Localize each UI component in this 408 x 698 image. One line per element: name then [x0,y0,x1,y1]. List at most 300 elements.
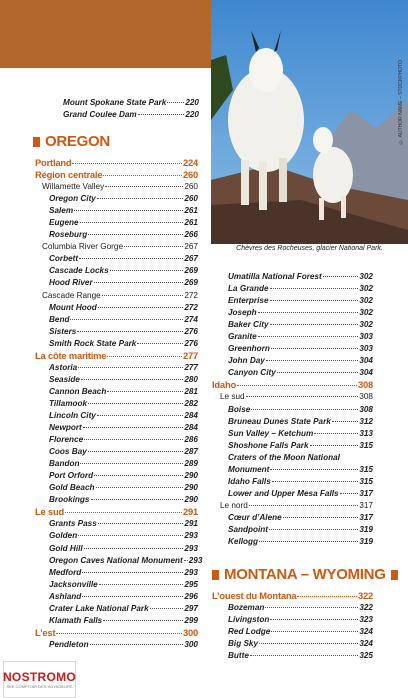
toc-entry-title: Bozeman [228,603,265,613]
toc-entry-title: Boise [228,404,251,414]
toc-list-oregon [35,157,203,651]
toc-entry-page: 325 [359,651,373,661]
toc-entry-title: Willamette Valley [42,182,105,192]
toc-entry-title: Idaho [212,379,236,391]
toc-dot-leader [80,463,183,464]
toc-entry[interactable] [35,181,198,193]
toc-entry[interactable] [35,543,198,555]
toc-dot-leader [77,331,183,332]
toc-entry-title: Sandpoint [228,524,269,534]
toc-entry[interactable] [35,603,198,615]
toc-dot-leader [246,396,359,397]
toc-entry[interactable] [35,326,198,338]
toc-dot-leader [270,324,359,325]
toc-entry-title: Gold Beach [49,483,95,493]
toc-entry-title: L’ouest du Montana [212,590,297,601]
photo-caption: Chèvres des Rocheuses, glacier National Park. [236,245,383,252]
toc-entry-page: 323 [359,615,373,625]
toc-entry[interactable] [212,476,373,488]
toc-entry-page: 284 [184,423,198,433]
toc-entry-title: Granite [228,332,257,342]
toc-entry-title: Port Orford [49,471,94,481]
toc-dot-leader [137,343,183,344]
toc-dot-leader [250,655,358,656]
toc-dot-leader [251,409,358,410]
toc-entry-page: 315 [359,464,373,474]
photo-credit: © AUTHOR NAME – STOCKPHOTO [398,60,404,145]
toc-dot-leader [99,584,184,585]
toc-entry[interactable] [35,217,198,229]
toc-entry-page: 319 [359,537,373,547]
toc-entry[interactable] [35,555,203,567]
toc-entry-page: 293 [184,567,198,577]
toc-entry-page: 308 [357,379,373,391]
toc-entry-page: 300 [184,639,198,649]
toc-entry-title: Shoshone Falls Park [228,440,309,450]
toc-list-montana [212,590,373,662]
toc-entry-page: 297 [184,603,198,613]
toc-entry-page: 317 [359,500,373,510]
toc-dot-leader [84,439,183,440]
toc-entry-page: 291 [184,519,198,529]
toc-entry-page: 302 [359,296,373,306]
toc-entry[interactable] [212,379,373,391]
toc-entry-page: 324 [359,627,373,637]
toc-entry-title: Coos Bay [49,447,87,457]
toc-entry[interactable] [35,350,198,362]
toc-entry[interactable] [35,591,198,603]
nostromo-logo [3,661,76,698]
toc-entry-page: 322 [359,603,373,613]
toc-entry[interactable] [35,530,198,542]
toc-entry-page: 299 [184,615,198,625]
toc-entry[interactable] [212,614,373,626]
toc-entry-page: 317 [359,488,373,498]
toc-entry[interactable] [35,193,198,205]
toc-entry-page: 261 [184,218,198,228]
toc-entry-page: 274 [184,314,198,324]
toc-entry[interactable] [212,602,373,614]
toc-entry-page: 277 [184,362,198,372]
toc-entry-title: Lincoln City [49,410,96,420]
toc-entry-title: Red Lodge [228,627,271,637]
toc-entry-page: 295 [184,579,198,589]
toc-dot-leader [83,427,184,428]
toc-dot-leader [88,451,184,452]
toc-entry-title: Klamath Falls [49,615,103,625]
toc-entry-title: Umatilla National Forest [228,272,322,281]
toc-entry[interactable] [35,458,198,470]
toc-entry[interactable] [212,295,373,307]
toc-dot-leader [79,258,183,259]
toc-entry[interactable] [35,362,198,374]
toc-dot-leader [270,288,359,289]
toc-entry-title: Corbett [49,254,79,264]
toc-dot-leader [237,385,357,386]
toc-dot-leader [94,282,184,283]
toc-entry[interactable] [212,638,373,650]
toc-entry[interactable] [212,283,373,295]
toc-dot-leader [258,336,359,337]
toc-entry-page: 260 [182,169,198,181]
toc-entry-page: 280 [184,374,198,384]
toc-entry-title: Florence [49,435,84,445]
toc-entry[interactable] [212,650,373,662]
toc-entry-page: 296 [184,591,198,601]
heading-marker-icon [33,137,40,147]
toc-entry-page: 272 [184,290,198,300]
toc-entry[interactable] [35,338,198,350]
toc-entry-page: 322 [357,590,373,601]
toc-entry-page: 272 [184,302,198,312]
logo-name: NOSTROMO [2,669,77,684]
toc-dot-leader [110,270,184,271]
toc-dot-leader [332,421,358,422]
toc-entry-title: Crater Lake National Park [49,603,149,613]
toc-entry-title: Greenhorn [228,344,270,354]
toc-dot-leader [266,360,358,361]
toc-entry-title: Région centrale [35,169,103,181]
toc-list-oregon-idaho [212,271,373,548]
toc-entry[interactable] [212,488,373,500]
toc-entry-title: Joseph [228,308,257,318]
toc-dot-leader [97,415,183,416]
toc-dot-leader [310,445,359,446]
toc-entry[interactable] [35,579,198,591]
toc-entry[interactable] [35,253,198,265]
toc-dot-leader [103,175,182,176]
toc-entry-title: Big Sky [228,639,259,649]
toc-entry-title: Canyon City [228,368,276,378]
toc-entry[interactable] [35,494,198,506]
toc-entry[interactable] [35,374,198,386]
toc-dot-leader [107,391,183,392]
toc-entry-title: Cannon Beach [49,386,107,396]
toc-entry[interactable] [212,500,373,512]
toc-dot-leader [270,469,358,470]
toc-entry[interactable] [35,265,198,277]
toc-dot-leader [84,548,184,549]
toc-entry-title: Idaho Falls [228,476,271,486]
toc-dot-leader [97,198,183,199]
toc-entry-page: 317 [359,512,373,522]
toc-dot-leader [65,512,182,513]
toc-entry[interactable] [212,464,373,476]
toc-entry-title: Oregon City [49,194,96,204]
toc-entry-page: 286 [184,435,198,445]
toc-entry-page: 304 [359,368,373,378]
toc-entry-title: Mount Hood [49,302,97,312]
toc-dot-leader [258,312,359,313]
heading-oregon [33,133,110,150]
toc-entry-title: Salem [49,206,74,216]
heading-marker-icon [391,570,398,580]
heading-montana-text: MONTANA – WYOMING [224,566,386,583]
toc-entry-page: 220 [185,110,199,120]
toc-dot-leader [78,367,183,368]
toc-entry[interactable] [49,97,199,109]
toc-entry[interactable] [35,446,198,458]
toc-entry[interactable] [212,440,373,452]
toc-entry-title: Grants Pass [49,519,97,529]
toc-entry-page: 293 [184,543,198,553]
toc-entry[interactable] [212,319,373,331]
toc-entry-page: 308 [359,404,373,414]
toc-dot-leader [80,222,184,223]
toc-entry-title: Le sud [35,506,65,518]
toc-entry-title: La côte maritime [35,349,107,361]
toc-dot-leader [72,163,182,164]
toc-entry-page: 324 [359,639,373,649]
toc-entry[interactable] [35,302,198,314]
toc-entry-page: 303 [359,344,373,354]
toc-dot-leader [259,643,358,644]
toc-entry-title: Astoria [49,362,78,372]
toc-dot-leader [269,529,358,530]
toc-entry-title: Kellogg [228,537,259,547]
toc-dot-leader [270,300,359,301]
toc-entry-title: Oregon Caves National Monument [49,555,183,565]
toc-entry[interactable] [35,398,198,410]
toc-entry[interactable] [35,518,198,530]
toc-dot-leader [74,210,183,211]
toc-dot-leader [88,403,183,404]
toc-entry-page: 282 [184,398,198,408]
toc-entry[interactable] [35,470,198,482]
toc-entry-page: 287 [184,447,198,457]
toc-entry-page: 284 [184,410,198,420]
toc-entry-page: 267 [184,242,198,252]
toc-entry[interactable] [49,109,199,121]
toc-entry-title: Cœur d’Alene [228,512,282,522]
toc-dot-leader [184,560,188,561]
toc-entry-title: Le nord [220,500,248,510]
toc-entry[interactable] [35,386,198,398]
toc-entry[interactable] [212,512,373,524]
toc-entry[interactable] [35,615,198,627]
toc-entry-page: 220 [185,98,199,107]
toc-dot-leader [98,523,184,524]
heading-oregon-text: OREGON [45,133,110,150]
toc-dot-leader [314,433,358,434]
toc-dot-leader [107,356,182,357]
toc-entry[interactable] [212,271,373,283]
toc-dot-leader [283,517,359,518]
toc-entry[interactable] [212,626,373,638]
toc-entry-page: 313 [359,428,373,438]
toc-entry[interactable] [35,482,198,494]
toc-entry-page: 291 [182,506,198,518]
toc-entry[interactable] [35,314,198,326]
toc-entry-title: Butte [228,651,249,661]
header-color-band [0,0,211,68]
toc-dot-leader [259,541,358,542]
toc-entry-page: 266 [184,230,198,240]
toc-entry-title: Grand Coulee Dam [63,110,137,120]
toc-entry[interactable] [212,391,373,403]
mountain-goat-photo [211,0,408,244]
toc-entry-page: 261 [184,206,198,216]
toc-entry-title: L’est [35,626,56,638]
toc-entry-title: Smith Rock State Park [49,338,137,348]
toc-dot-leader [90,644,184,645]
toc-entry-title: John Day [228,356,265,366]
toc-entry-title: Pendleton [49,639,89,649]
toc-entry-title: Bruneau Dunes State Park [228,416,331,426]
toc-entry-title: Seaside [49,374,80,384]
toc-entry[interactable] [35,157,198,169]
toc-entry-page: 290 [184,495,198,505]
toc-entry-page: 277 [182,349,198,361]
toc-entry[interactable] [212,355,373,367]
toc-entry-title: Jacksonville [49,579,98,589]
toc-entry[interactable] [35,434,198,446]
toc-entry-title: Columbia River Gorge [42,242,123,252]
toc-dot-leader [167,102,184,103]
toc-dot-leader [323,276,359,277]
toc-dot-leader [56,633,182,634]
toc-dot-leader [78,535,183,536]
toc-dot-leader [88,234,183,235]
toc-entry[interactable] [35,290,198,302]
toc-entry-page: 290 [184,483,198,493]
heading-montana-wyoming [212,566,398,583]
toc-entry-title: Golden [49,531,78,541]
toc-dot-leader [297,596,357,597]
toc-entry[interactable] [212,524,373,536]
toc-entry-page: 293 [184,531,198,541]
toc-entry-title: Medford [49,567,82,577]
toc-entry[interactable] [212,404,373,416]
toc-entry-page: 276 [184,326,198,336]
toc-dot-leader [249,505,359,506]
toc-entry-page: 302 [359,284,373,294]
toc-entry-page: 290 [184,471,198,481]
toc-entry[interactable] [35,169,198,181]
toc-entry[interactable] [212,307,373,319]
toc-dot-leader [271,631,358,632]
toc-entry-title: Newport [49,423,82,433]
toc-entry-page: 302 [359,272,373,281]
toc-entry-title: Lower and Upper Mesa Falls [228,488,339,498]
toc-entry-page: 289 [184,459,198,469]
toc-entry-page: 319 [359,524,373,534]
toc-entry-title: Sun Valley – Ketchum [228,428,314,438]
toc-entry[interactable] [35,241,198,253]
toc-entry-title: Roseburg [49,230,88,240]
toc-entry[interactable] [212,536,373,548]
toc-entry-page: 315 [359,440,373,450]
toc-entry-title: Gold Hill [49,543,83,553]
toc-entry-title: Eugene [49,218,79,228]
toc-entry[interactable] [35,639,198,651]
toc-dot-leader [271,348,358,349]
toc-entry[interactable] [212,331,373,343]
toc-dot-leader [103,620,183,621]
toc-entry-page: 269 [184,266,198,276]
toc-entry[interactable] [35,410,198,422]
toc-entry-title: Bend [49,314,70,324]
toc-entry[interactable] [212,452,373,464]
toc-dot-leader [277,372,359,373]
toc-entry-page: 281 [184,386,198,396]
toc-entry-title: Sisters [49,326,77,336]
toc-entry-title: Monument [228,464,270,474]
toc-entry-page: 224 [182,157,198,168]
toc-entry-page: 304 [359,356,373,366]
toc-entry-page: 303 [359,332,373,342]
toc-entry-page: 315 [359,476,373,486]
toc-entry-title: Brookings [49,495,90,505]
toc-entry-page: 302 [359,308,373,318]
toc-entry-page: 267 [184,254,198,264]
toc-entry[interactable] [212,590,373,602]
toc-dot-leader [96,487,184,488]
toc-dot-leader [70,319,183,320]
toc-dot-leader [94,475,183,476]
toc-entry[interactable] [35,627,198,639]
toc-entry[interactable] [35,277,198,289]
toc-dot-leader [138,114,185,115]
toc-list-washington-end [49,97,199,121]
toc-entry[interactable] [35,229,198,241]
toc-dot-leader [270,619,358,620]
toc-entry-page: 308 [359,392,373,402]
toc-entry-page: 300 [182,626,198,638]
toc-dot-leader [82,572,183,573]
toc-entry-page: 260 [184,182,198,192]
toc-entry-page: 269 [184,278,198,288]
toc-entry[interactable] [35,567,198,579]
toc-dot-leader [340,493,359,494]
toc-dot-leader [81,379,183,380]
toc-entry-page: 312 [359,416,373,426]
toc-entry-title: Baker City [228,320,269,330]
toc-entry-title: Hood River [49,278,93,288]
toc-entry-title: Portland [35,157,72,168]
toc-entry-title: Mount Spokane State Park [63,98,167,107]
toc-entry[interactable] [212,367,373,379]
toc-entry-title: Tillamook [49,398,88,408]
toc-entry[interactable] [212,428,373,440]
toc-entry-title: Le sud [220,392,245,402]
toc-entry-title: Ashland [49,591,82,601]
toc-dot-leader [265,607,358,608]
toc-entry-title: Enterprise [228,296,269,306]
toc-entry[interactable] [35,506,198,518]
toc-dot-leader [102,295,184,296]
toc-entry-page: 260 [184,194,198,204]
toc-entry-title: Craters of the Moon National [228,452,340,462]
toc-entry[interactable] [35,205,198,217]
toc-entry[interactable] [212,343,373,355]
toc-entry[interactable] [35,422,198,434]
toc-entry-page: 276 [184,338,198,348]
toc-dot-leader [98,307,184,308]
toc-entry[interactable] [212,416,373,428]
toc-entry-title: Livingston [228,615,270,625]
toc-entry-page: 302 [359,320,373,330]
logo-tagline: SEE COMPTOIR DES VOYAGEURS [6,683,73,689]
toc-entry-page: 293 [188,555,203,565]
toc-dot-leader [150,608,184,609]
toc-entry-title: Bandon [49,459,80,469]
toc-dot-leader [91,499,184,500]
toc-dot-leader [82,596,183,597]
toc-entry-title: La Grande [228,284,269,294]
toc-entry-title: Cascade Locks [49,266,109,276]
toc-dot-leader [124,246,183,247]
